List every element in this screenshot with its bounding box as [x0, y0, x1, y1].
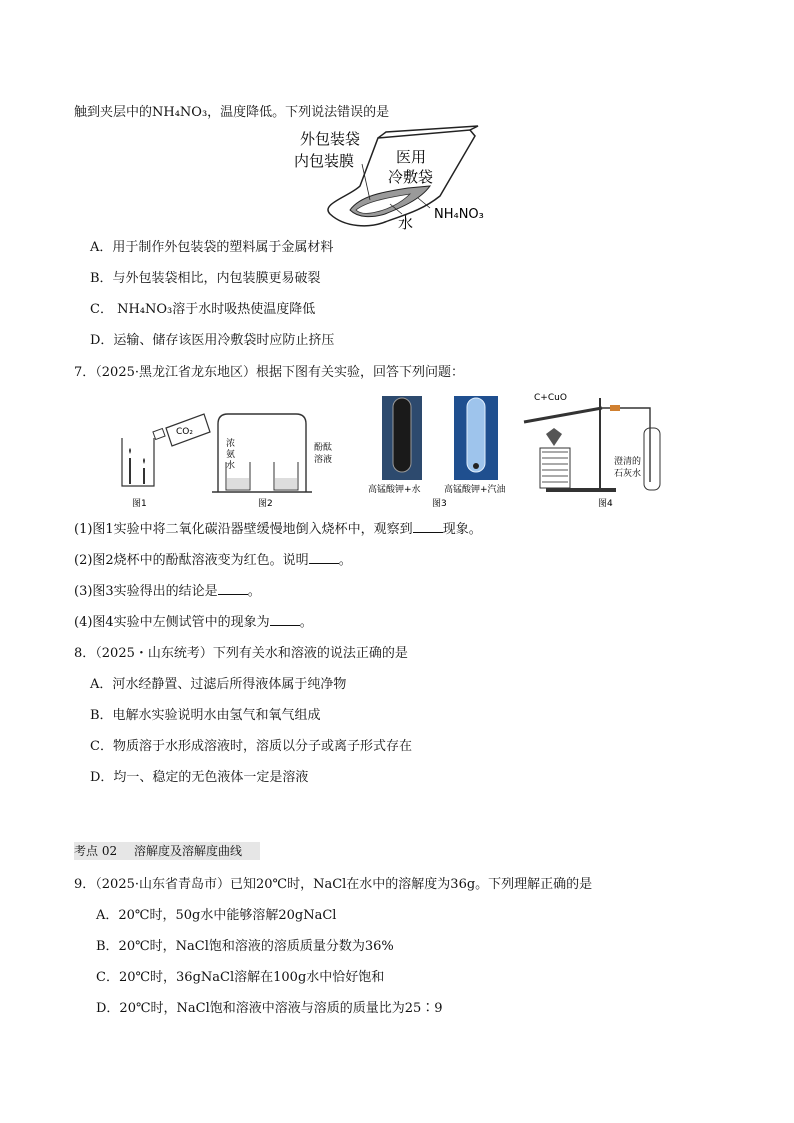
- q6-option-c: C． NH₄NO₃溶于水时吸热使温度降低: [90, 302, 316, 317]
- q8-stem: 8．（2025・山东统考）下列有关水和溶液的说法正确的是: [74, 646, 408, 661]
- figure-2-ammonia-label-2: 氨: [226, 450, 236, 460]
- figure-3-caption: 图3: [432, 499, 447, 509]
- figure-2-caption: 图2: [258, 499, 273, 509]
- section-tag: 考点 02: [74, 844, 118, 858]
- q9-option-d: D．20℃时，NaCl饱和溶液中溶液与溶质的质量比为25∶9: [96, 1001, 443, 1016]
- q6-option-b: B．与外包装袋相比，内包装膜更易破裂: [90, 271, 321, 286]
- section-header: [74, 842, 260, 860]
- answer-blank[interactable]: [309, 551, 339, 564]
- q9-option-a: A．20℃时，50g水中能够溶解20gNaCl: [96, 908, 337, 923]
- q6-option-d: D．运输、储存该医用冷敷袋时应防止挤压: [90, 333, 335, 348]
- figure-2-ammonia-label-3: 水: [226, 461, 236, 471]
- label-inner-film: 内包装膜: [294, 152, 355, 170]
- cold-pack-figure: [290, 124, 510, 236]
- q7-sub-4: (4)图4实验中左侧试管中的现象为 。: [74, 615, 313, 630]
- label-medical-2: 冷敷袋: [388, 168, 434, 186]
- figure-1-caption: 图1: [132, 499, 147, 509]
- q8-option-d: D．均一、稳定的无色液体一定是溶液: [90, 770, 309, 785]
- figure-3-label-right: 高锰酸钾+汽油: [444, 485, 506, 495]
- figure-4-limewater-label-2: 石灰水: [614, 469, 642, 479]
- figure-1-co2-label: CO₂: [176, 427, 193, 437]
- q6-stem: 触到夹层中的NH₄NO₃，温度降低。下列说法错误的是: [74, 105, 390, 120]
- q7-stem: 7．（2025·黑龙江省龙东地区）根据下图有关实验，回答下列问题：: [74, 365, 464, 380]
- q9-option-c: C．20℃时，36gNaCl溶解在100g水中恰好饱和: [96, 970, 385, 985]
- q8-option-b: B．电解水实验说明水由氢气和氧气组成: [90, 708, 321, 723]
- q7-sub-3: (3)图3实验得出的结论是 。: [74, 584, 261, 599]
- figure-3-photo: [382, 396, 498, 480]
- figure-4-reactant-label: C+CuO: [534, 393, 567, 403]
- figure-4-limewater-label-1: 澄清的: [614, 457, 642, 467]
- q6-option-a: A．用于制作外包装袋的塑料属于金属材料: [90, 240, 334, 255]
- label-nh4no3: NH₄NO₃: [434, 207, 484, 222]
- figure-2-ammonia-label-1: 浓: [226, 439, 236, 449]
- figure-2-phenol-label-1: 酚酞: [314, 443, 333, 453]
- figure-4-caption: 图4: [598, 499, 613, 509]
- q7-sub-2: (2)图2烧杯中的酚酞溶液变为红色。说明 。: [74, 553, 352, 568]
- label-outer-bag: 外包装袋: [300, 130, 361, 148]
- q7-sub-1: (1)图1实验中将二氧化碳沿器壁缓慢地倒入烧杯中，观察到 现象。: [74, 522, 482, 537]
- figure-3-label-left: 高锰酸钾+水: [368, 485, 421, 495]
- q9-stem: 9．（2025·山东省青岛市）已知20℃时，NaCl在水中的溶解度为36g。下列理解正确的是: [74, 877, 593, 892]
- figure-2-phenol-label-2: 溶液: [314, 455, 333, 465]
- label-water: 水: [398, 214, 414, 232]
- q9-option-b: B．20℃时，NaCl饱和溶液的溶质质量分数为36%: [96, 939, 394, 954]
- experiment-figures: [110, 388, 700, 512]
- section-title: 溶解度及溶解度曲线: [134, 844, 243, 858]
- q8-option-a: A．河水经静置、过滤后所得液体属于纯净物: [90, 677, 347, 692]
- answer-blank[interactable]: [270, 613, 300, 626]
- q8-option-c: C．物质溶于水形成溶液时，溶质以分子或离子形式存在: [90, 739, 412, 754]
- figure-1-beaker: [122, 414, 210, 486]
- label-medical-1: 医用: [396, 148, 427, 166]
- answer-blank[interactable]: [218, 582, 248, 595]
- answer-blank[interactable]: [413, 520, 443, 533]
